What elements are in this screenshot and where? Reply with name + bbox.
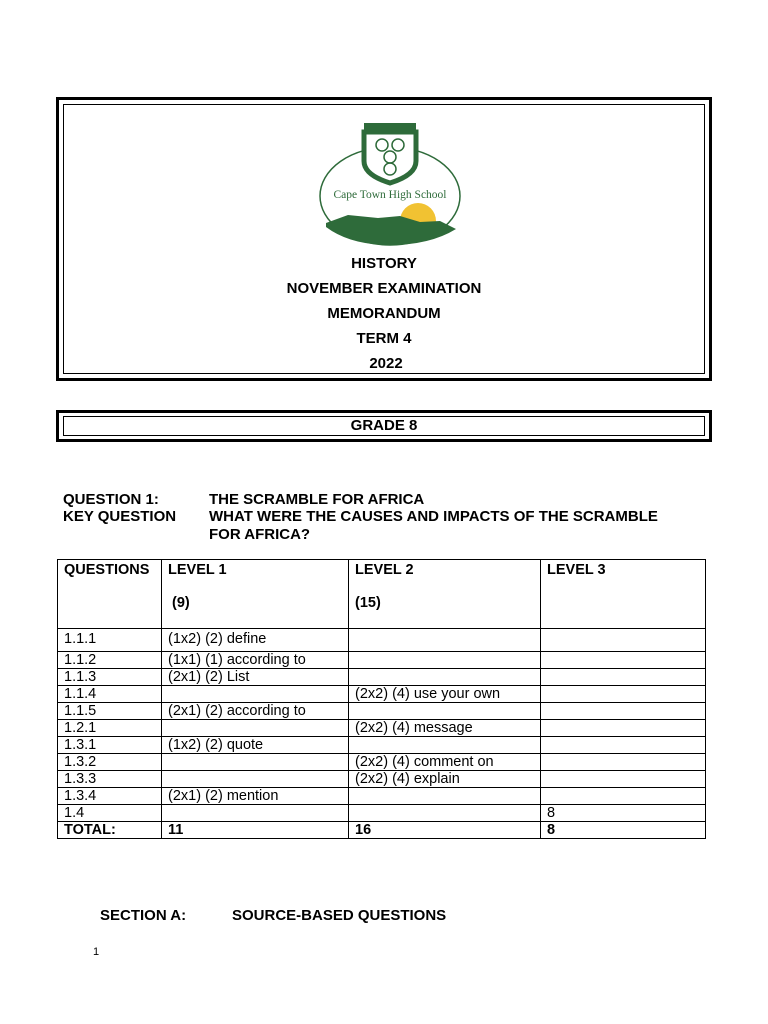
header-questions: QUESTIONS xyxy=(58,560,162,629)
title-box xyxy=(56,97,712,381)
level1-cell xyxy=(162,686,349,703)
levels-table xyxy=(57,559,706,839)
level2-cell xyxy=(349,629,541,652)
question-number-cell: 1.1.4 xyxy=(58,686,162,703)
table-row xyxy=(58,737,706,754)
total-level1: 11 xyxy=(162,822,349,839)
table-row xyxy=(58,669,706,686)
question-number-cell: 1.2.1 xyxy=(58,720,162,737)
question-number-cell: 1.1.2 xyxy=(58,652,162,669)
header-level2-label: LEVEL 2 xyxy=(355,562,414,578)
question-number-cell: 1.1.3 xyxy=(58,669,162,686)
level3-cell xyxy=(541,771,706,788)
level3-cell xyxy=(541,754,706,771)
level3-cell xyxy=(541,669,706,686)
level2-cell xyxy=(349,737,541,754)
question-number-cell: 1.3.4 xyxy=(58,788,162,805)
title-box-inner xyxy=(63,104,705,374)
question-label: QUESTION 1: xyxy=(63,491,159,508)
table-row xyxy=(58,788,706,805)
question-title: THE SCRAMBLE FOR AFRICA xyxy=(209,491,425,508)
level3-cell xyxy=(541,788,706,805)
table-body xyxy=(58,629,706,822)
level1-cell: (1x2) (2) quote xyxy=(162,737,349,754)
question-number-cell: 1.3.3 xyxy=(58,771,162,788)
key-question-label: KEY QUESTION xyxy=(63,508,177,525)
question-number-cell: 1.1.1 xyxy=(58,629,162,652)
section-label: SECTION A: xyxy=(100,907,187,924)
question-number-cell: 1.3.2 xyxy=(58,754,162,771)
level3-cell xyxy=(541,686,706,703)
level1-cell: (2x1) (2) mention xyxy=(162,788,349,805)
header-level2 xyxy=(349,560,541,629)
question-number-cell: 1.4 xyxy=(58,805,162,822)
year-heading: 2022 xyxy=(369,355,403,372)
exam-heading: NOVEMBER EXAMINATION xyxy=(286,280,482,297)
level1-cell xyxy=(162,805,349,822)
total-label: TOTAL: xyxy=(58,822,162,839)
level2-cell: (2x2) (4) use your own xyxy=(349,686,541,703)
subject-heading: HISTORY xyxy=(351,255,417,272)
level3-cell xyxy=(541,652,706,669)
level2-cell xyxy=(349,805,541,822)
header-level2-marks: (15) xyxy=(355,595,381,611)
term-heading: TERM 4 xyxy=(356,330,412,347)
key-question-text: WHAT WERE THE CAUSES AND IMPACTS OF THE SCRAMBLE FOR AFRICA? xyxy=(209,508,658,543)
table-row xyxy=(58,629,706,652)
question-number-cell: 1.1.5 xyxy=(58,703,162,720)
title-lines xyxy=(64,251,704,376)
header-level1-label: LEVEL 1 xyxy=(168,562,227,578)
doc-type-heading: MEMORANDUM xyxy=(327,305,441,322)
level3-cell xyxy=(541,629,706,652)
table-row xyxy=(58,754,706,771)
grade-label: GRADE 8 xyxy=(63,416,705,436)
total-level2: 16 xyxy=(349,822,541,839)
level2-cell: (2x2) (4) comment on xyxy=(349,754,541,771)
level1-cell: (1x1) (1) according to xyxy=(162,652,349,669)
total-row xyxy=(58,822,706,839)
level1-cell xyxy=(162,720,349,737)
level1-cell xyxy=(162,754,349,771)
table-row xyxy=(58,703,706,720)
total-level3: 8 xyxy=(541,822,706,839)
question-number-cell: 1.3.1 xyxy=(58,737,162,754)
table-row xyxy=(58,652,706,669)
level2-cell: (2x2) (4) explain xyxy=(349,771,541,788)
table-row xyxy=(58,805,706,822)
level3-cell xyxy=(541,720,706,737)
header-level1-marks: (9) xyxy=(172,595,190,611)
header-level3: LEVEL 3 xyxy=(541,560,706,629)
table-row xyxy=(58,720,706,737)
school-name: Cape Town High School xyxy=(333,189,447,201)
level1-cell: (2x1) (2) according to xyxy=(162,703,349,720)
level3-cell: 8 xyxy=(541,805,706,822)
section-title: SOURCE-BASED QUESTIONS xyxy=(232,907,447,924)
level2-cell xyxy=(349,703,541,720)
page-number: 1 xyxy=(93,946,100,958)
level1-cell: (2x1) (2) List xyxy=(162,669,349,686)
level1-cell: (1x2) (2) define xyxy=(162,629,349,652)
table-row xyxy=(58,686,706,703)
table-row xyxy=(58,771,706,788)
table-header-row xyxy=(58,560,706,629)
level2-cell xyxy=(349,788,541,805)
level3-cell xyxy=(541,737,706,754)
grade-box xyxy=(56,410,712,442)
school-logo xyxy=(318,119,462,247)
level2-cell: (2x2) (4) message xyxy=(349,720,541,737)
level1-cell xyxy=(162,771,349,788)
level2-cell xyxy=(349,669,541,686)
header-level1 xyxy=(162,560,349,629)
level2-cell xyxy=(349,652,541,669)
level3-cell xyxy=(541,703,706,720)
